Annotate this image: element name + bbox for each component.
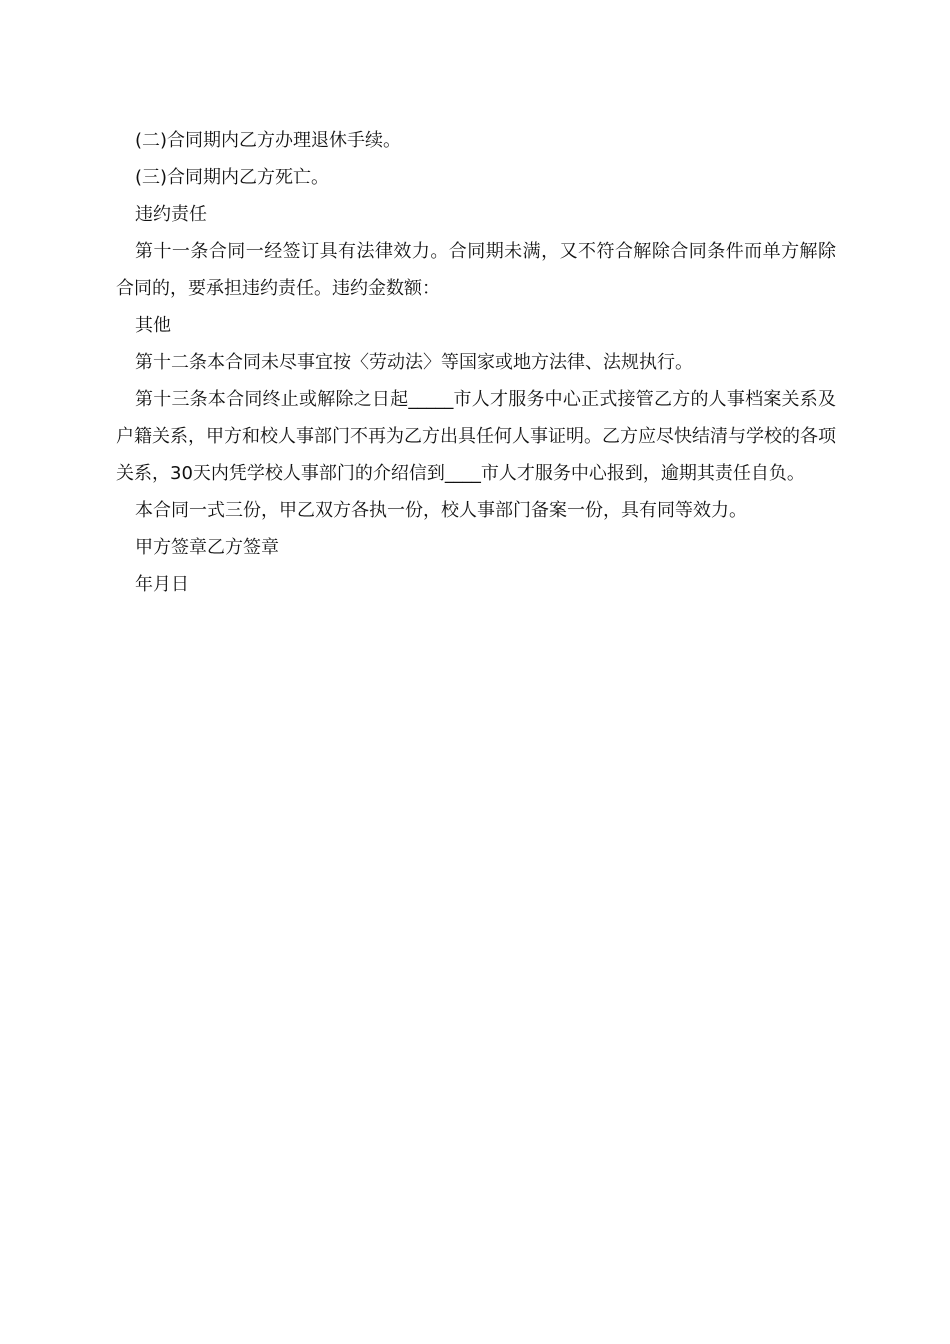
copies-clause: 本合同一式三份，甲乙双方各执一份，校人事部门备案一份，具有同等效力。 bbox=[135, 500, 747, 521]
clause-retirement: (二)合同期内乙方办理退休手续。 bbox=[135, 130, 402, 151]
section-heading-other: 其他 bbox=[135, 315, 171, 336]
section-heading-breach: 违约责任 bbox=[135, 204, 207, 225]
article-11: 第十一条合同一经签订具有法律效力。合同期未满，又不符合解除合同条件而单方解除合同的，要承担违约责任。违约金数额： bbox=[116, 241, 836, 299]
article-13: 第十三条本合同终止或解除之日起_____市人才服务中心正式接管乙方的人事档案关系及户籍关系，甲方和校人事部门不再为乙方出具任何人事证明。乙方应尽快结清与学校的各项关系，30天内凭学校人事部门的介绍信到____市人才服务中心报到，逾期其责任自负。 bbox=[116, 389, 836, 484]
clause-death: (三)合同期内乙方死亡。 bbox=[135, 167, 330, 188]
document-body bbox=[116, 122, 836, 603]
article-12: 第十二条本合同未尽事宜按〈劳动法〉等国家或地方法律、法规执行。 bbox=[135, 352, 693, 373]
date-line: 年月日 bbox=[135, 574, 189, 595]
signature-line: 甲方签章乙方签章 bbox=[135, 537, 279, 558]
